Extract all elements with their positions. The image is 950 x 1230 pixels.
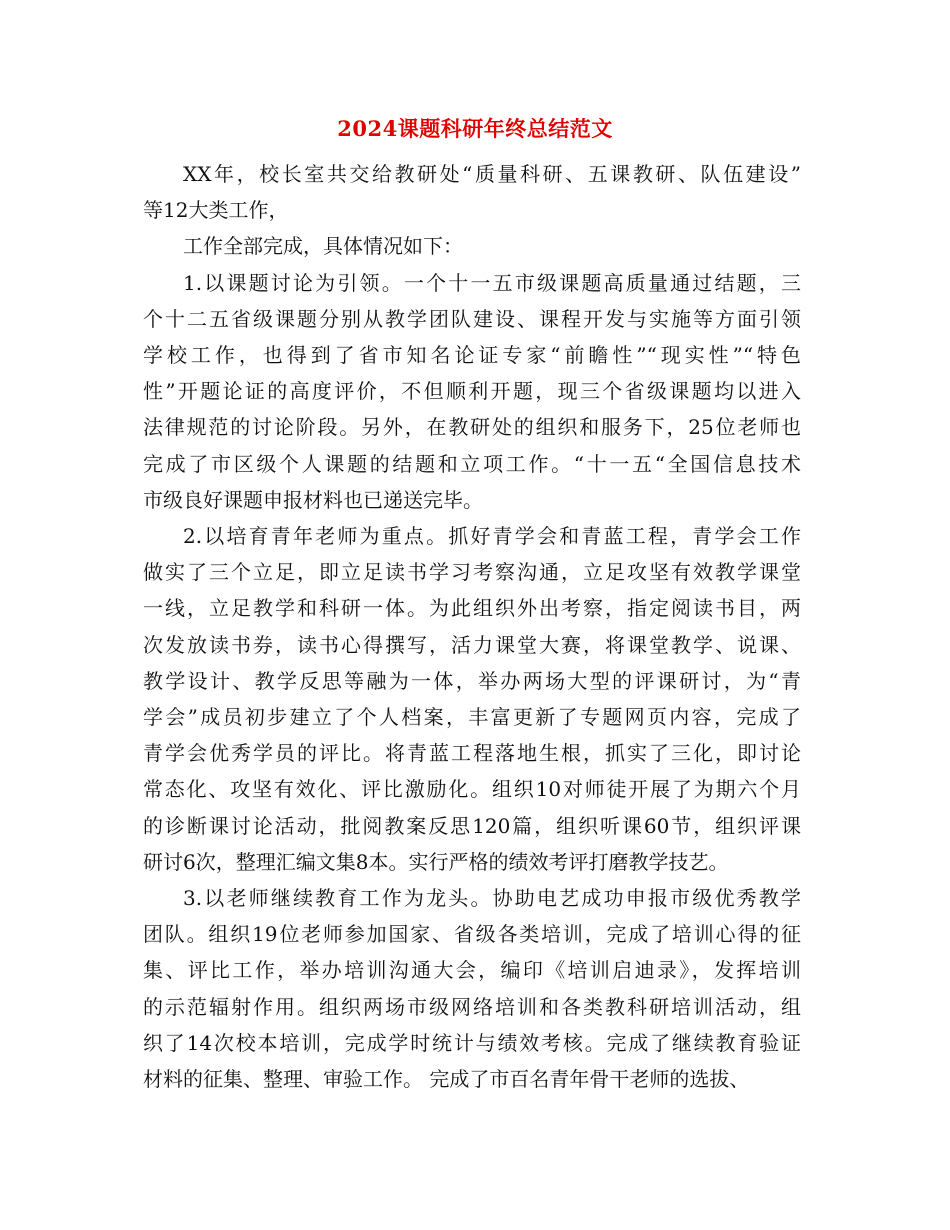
document-body — [143, 156, 801, 1097]
text-line: 2.以培育青年老师为重点。抓好青学会和青蓝工程，青学会工作 — [183, 524, 801, 549]
text-line: 的诊断课讨论活动，批阅教案反思120篇，组织听课60节，组织评课 — [143, 813, 801, 838]
text-line: 教学设计、教学反思等融为一体，举办两场大型的评课研讨，为“青 — [143, 668, 801, 693]
text-line: 青学会优秀学员的评比。将青蓝工程落地生根，抓实了三化，即讨论 — [143, 741, 801, 766]
text-line: 学会”成员初步建立了个人档案，丰富更新了专题网页内容，完成了 — [143, 705, 801, 730]
section-2-paragraph — [143, 518, 801, 880]
summary-paragraph — [143, 228, 801, 264]
text-line: 1.以课题讨论为引领。一个十一五市级课题高质量通过结题，三 — [183, 270, 801, 295]
intro-paragraph — [143, 156, 801, 228]
text-line: 完成了市区级个人课题的结题和立项工作。“十一五“全国信息技术 — [143, 451, 801, 476]
text-line: 研讨6次，整理汇编文集8本。实行严格的绩效考评打磨教学技艺。 — [143, 849, 729, 874]
text-line: 次发放读书券，读书心得撰写，活力课堂大赛，将课堂教学、说课、 — [143, 632, 801, 657]
text-line: 工作全部完成，具体情况如下： — [183, 234, 463, 259]
text-line: 个十二五省级课题分别从教学团队建设、课程开发与实施等方面引领 — [143, 306, 801, 331]
text-line: 集、评比工作，举办培训沟通大会，编印《培训启迪录》，发挥培训 — [143, 958, 801, 983]
section-3-paragraph — [143, 880, 801, 1097]
text-line: 常态化、攻坚有效化、评比激励化。组织10对师徒开展了为期六个月 — [143, 777, 801, 802]
text-line: 市级良好课题申报材料也已递送完毕。 — [143, 487, 483, 512]
text-line: 法律规范的讨论阶段。另外，在教研处的组织和服务下，25位老师也 — [143, 415, 801, 440]
text-line: 织了14次校本培训，完成学时统计与绩效考核。完成了继续教育验证 — [143, 1030, 801, 1055]
text-line: 等12大类工作， — [143, 198, 289, 223]
text-line: 团队。组织19位老师参加国家、省级各类培训，完成了培训心得的征 — [143, 922, 801, 947]
section-1-paragraph — [143, 265, 801, 518]
text-line: 做实了三个立足，即立足读书学习考察沟通，立足攻坚有效教学课堂 — [143, 560, 801, 585]
text-line: 材料的征集、整理、审验工作。 完成了市百名青年骨干老师的选拔、 — [143, 1067, 750, 1092]
text-line: 一线，立足教学和科研一体。为此组织外出考察，指定阅读书目，两 — [143, 596, 801, 621]
text-line: 的示范辐射作用。组织两场市级网络培训和各类教科研培训活动，组 — [143, 994, 801, 1019]
text-line: XX年，校长室共交给教研处“质量科研、五课教研、队伍建设” — [183, 162, 801, 186]
document-title: 2024课题科研年终总结范文 — [337, 116, 613, 141]
text-line: 3.以老师继续教育工作为龙头。协助电艺成功申报市级优秀教学 — [183, 886, 801, 911]
text-line: 性”开题论证的高度评价，不但顺利开题，现三个省级课题均以进入 — [143, 379, 801, 404]
text-line: 学校工作，也得到了省市知名论证专家“前瞻性”“现实性”“特色 — [143, 343, 801, 368]
